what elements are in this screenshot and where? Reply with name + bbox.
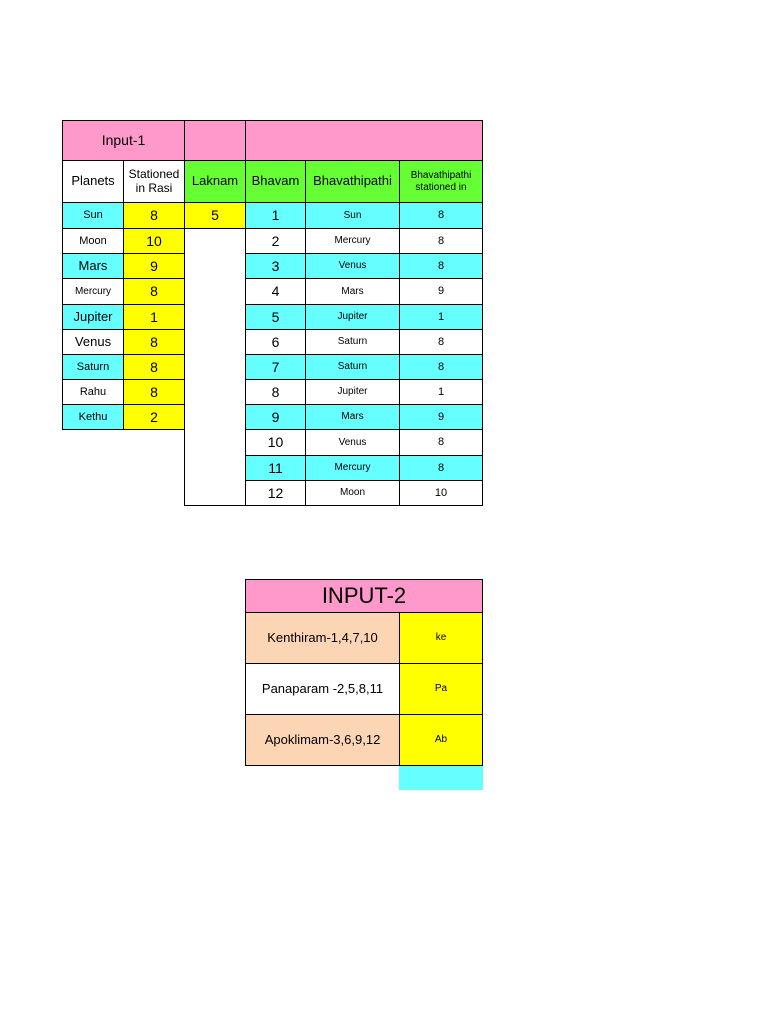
column-header-laknam: Laknam xyxy=(184,160,246,203)
category-code: Ab xyxy=(399,714,483,766)
rasi-cell: 8 xyxy=(123,278,185,305)
laknam-value: 5 xyxy=(184,202,246,229)
bhavathipathi-cell: Saturn xyxy=(305,354,400,380)
bhavam-cell: 8 xyxy=(245,379,306,405)
rasi-cell: 10 xyxy=(123,228,185,254)
bhavathipathi-cell: Mars xyxy=(305,278,400,305)
category-label: Apoklimam-3,6,9,12 xyxy=(245,714,400,766)
bhavathipathi-stationed-cell: 1 xyxy=(399,379,483,405)
bhavathipathi-cell: Mercury xyxy=(305,228,400,254)
bhavathipathi-cell: Sun xyxy=(305,202,400,229)
bhavam-cell: 2 xyxy=(245,228,306,254)
category-code: ke xyxy=(399,612,483,664)
bhavathipathi-stationed-cell: 10 xyxy=(399,480,483,506)
bhavathipathi-cell: Mars xyxy=(305,404,400,430)
bhavathipathi-cell: Venus xyxy=(305,253,400,279)
bhavathipathi-cell: Venus xyxy=(305,429,400,456)
planet-cell: Venus xyxy=(62,329,124,355)
planet-cell: Jupiter xyxy=(62,304,124,330)
column-header-bhavam: Bhavam xyxy=(245,160,306,203)
bhavam-cell: 6 xyxy=(245,329,306,355)
input-2-title: INPUT-2 xyxy=(245,579,483,613)
rasi-cell: 1 xyxy=(123,304,185,330)
planet-cell: Sun xyxy=(62,202,124,229)
bhavathipathi-stationed-cell: 9 xyxy=(399,404,483,430)
bhavathipathi-stationed-cell: 8 xyxy=(399,354,483,380)
rasi-cell: 8 xyxy=(123,379,185,405)
category-label: Panaparam -2,5,8,11 xyxy=(245,663,400,715)
bhavathipathi-stationed-cell: 8 xyxy=(399,329,483,355)
bhavam-cell: 1 xyxy=(245,202,306,229)
header-blank-cell xyxy=(184,120,246,161)
planet-cell: Kethu xyxy=(62,404,124,430)
bhavathipathi-cell: Jupiter xyxy=(305,379,400,405)
column-header-stationed-in-rasi: Stationed in Rasi xyxy=(123,160,185,203)
column-header-planets: Planets xyxy=(62,160,124,203)
bhavathipathi-stationed-cell: 1 xyxy=(399,304,483,330)
column-header-bhavathipathi: Bhavathipathi xyxy=(305,160,400,203)
input-1-title: Input-1 xyxy=(62,120,185,161)
bhavam-cell: 4 xyxy=(245,278,306,305)
bhavathipathi-cell: Mercury xyxy=(305,455,400,481)
bhavam-cell: 12 xyxy=(245,480,306,506)
bhavathipathi-stationed-cell: 8 xyxy=(399,202,483,229)
bhavathipathi-cell: Jupiter xyxy=(305,304,400,330)
planet-cell: Moon xyxy=(62,228,124,254)
cyan-filler-cell xyxy=(399,766,483,790)
rasi-cell: 8 xyxy=(123,202,185,229)
column-header-bhavathipathi-stationed-in: Bhavathipathi stationed in xyxy=(399,160,483,203)
bhavathipathi-stationed-cell: 8 xyxy=(399,253,483,279)
bhavam-cell: 11 xyxy=(245,455,306,481)
bhavathipathi-stationed-cell: 8 xyxy=(399,429,483,456)
bhavam-cell: 7 xyxy=(245,354,306,380)
bhavam-cell: 9 xyxy=(245,404,306,430)
bhavam-cell: 3 xyxy=(245,253,306,279)
bhavam-cell: 10 xyxy=(245,429,306,456)
laknam-empty-area xyxy=(184,228,246,506)
rasi-cell: 2 xyxy=(123,404,185,430)
header-blank-wide-cell xyxy=(245,120,483,161)
rasi-cell: 8 xyxy=(123,329,185,355)
bhavathipathi-cell: Saturn xyxy=(305,329,400,355)
planet-cell: Mars xyxy=(62,253,124,279)
bhavathipathi-stationed-cell: 8 xyxy=(399,455,483,481)
category-code: Pa xyxy=(399,663,483,715)
rasi-cell: 8 xyxy=(123,354,185,380)
category-label: Kenthiram-1,4,7,10 xyxy=(245,612,400,664)
bhavathipathi-cell: Moon xyxy=(305,480,400,506)
rasi-cell: 9 xyxy=(123,253,185,279)
bhavam-cell: 5 xyxy=(245,304,306,330)
bhavathipathi-stationed-cell: 8 xyxy=(399,228,483,254)
planet-cell: Rahu xyxy=(62,379,124,405)
bhavathipathi-stationed-cell: 9 xyxy=(399,278,483,305)
planet-cell: Mercury xyxy=(62,278,124,305)
planet-cell: Saturn xyxy=(62,354,124,380)
